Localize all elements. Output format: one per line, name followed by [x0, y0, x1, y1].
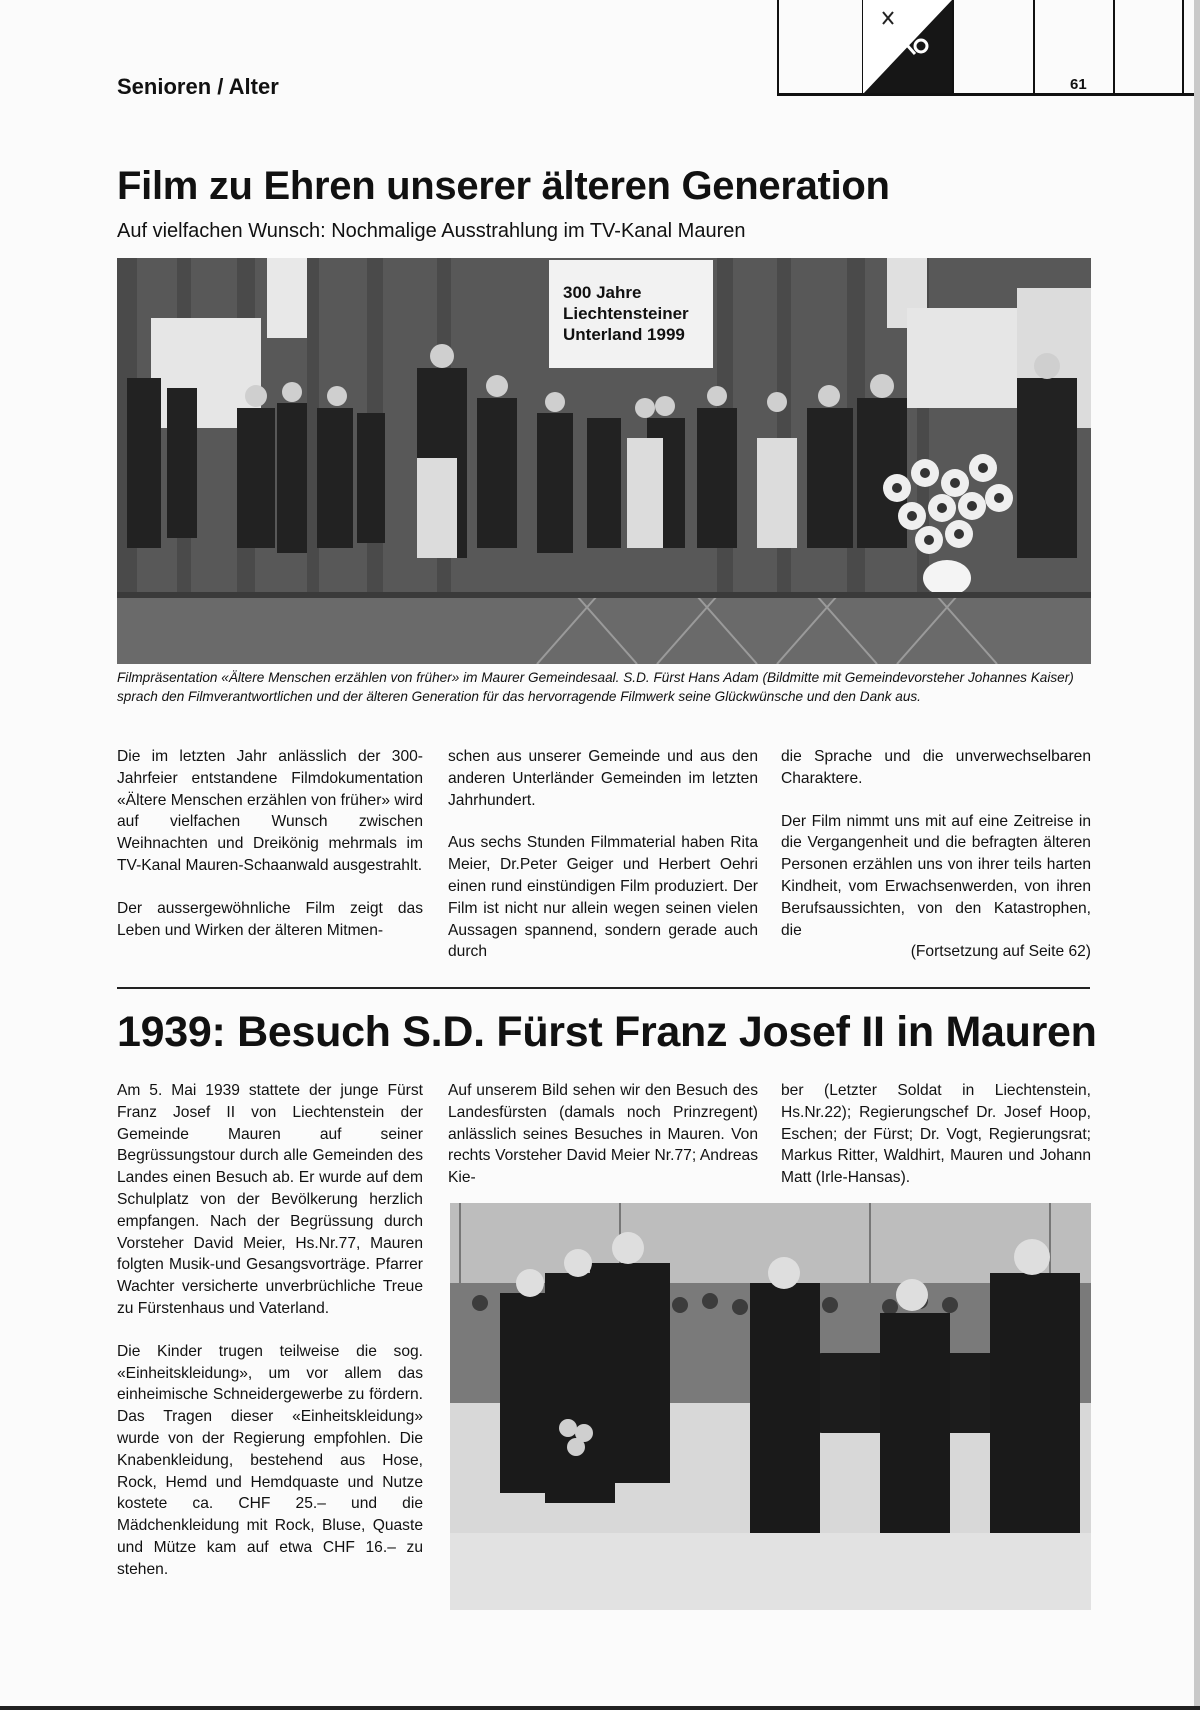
paragraph: Am 5. Mai 1939 stattete der junge Fürst Franz Josef II von Liechtenstein der Gemeinde Mauren auf seiner Begrüssungstour durch alle Gemeinden des Landes einen Besuch ab. Er wurde auf dem Schulplatz von der Bevölkerung herzlich empfangen. Nach der Begrüssung durch Vorsteher David Meier, Hs.Nr.77, Mauren folgten Musik-und Gesangsvorträge. Pfarrer Wachter versicherte unverbrüchliche Treue zu Fürstenhaus und Vaterland.	[117, 1082, 423, 1317]
paragraph: Die im letzten Jahr anlässlich der 300-Jahrfeier entstandene Filmdokumentation «Ältere Menschen erzählen von früher» wird auf vielfachen Wunsch zwischen Weihnachten und Dreikönig mehrmals im TV-Kanal Mauren-Schaanwald ausgestrahlt.	[117, 748, 423, 874]
article2-column-2	[448, 1080, 758, 1210]
banner-line-1: 300 Jahre	[563, 283, 642, 302]
tab-divider	[777, 0, 779, 96]
article1-column-3	[781, 746, 1091, 984]
article2-column-1	[117, 1080, 423, 1602]
paragraph: Aus sechs Stunden Filmmaterial haben Rita Meier, Dr.Peter Geiger und Herbert Oehri einen rund einstündigen Film produziert. Der Film ist nicht nur allein wegen seinen vielen Aussagen spannend, sondern gerade auch durch	[448, 834, 758, 961]
page-bottom-edge	[0, 1706, 1200, 1710]
continuation-note: (Fortsetzung auf Seite 62)	[910, 943, 1091, 961]
article1-column-2	[448, 746, 758, 984]
article1-column-1	[117, 746, 423, 962]
paragraph: Die Kinder trugen teilweise die sog. «Einheitskleidung», um vor allem das einheimische Schneidergewerbe zu fördern. Das Tragen dieser «Einheitskleidung» wurde von der Regierung empfohlen. Die Knabenkleidung, bestehend aus Hose, Rock, Hemd und Hemdquaste und Nutze kostete ca. CHF 25.– und die Mädchenkleidung mit Rock, Bluse, Quaste und Mütze kam auf etwa CHF 16.– zu stehen.	[117, 1342, 423, 1578]
article-subtitle: Auf vielfachen Wunsch: Nochmalige Ausstrahlung im TV-Kanal Mauren	[117, 220, 746, 242]
stage-photo-image	[117, 258, 1091, 664]
paragraph: die Sprache und die unverwechselbaren Charaktere.	[781, 748, 1091, 787]
paragraph: Der aussergewöhnliche Film zeigt das Leben und Wirken der älteren Mitmen-	[117, 899, 423, 939]
paragraph: Der Film nimmt uns mit auf eine Zeitreise in die Vergangenheit und die befragten älteren Personen erzählen uns von ihrer teils harten Kindheit, vom Erwachsenwerden, von ihren Berufsaussichten, von den Katastrophen, die	[781, 812, 1091, 939]
tab-divider	[952, 0, 954, 96]
header-rule	[777, 93, 1194, 96]
header-tabs	[777, 0, 1194, 96]
page-number: 61	[1070, 76, 1087, 93]
historic-photo-image	[450, 1203, 1091, 1610]
section-label: Senioren / Alter	[117, 74, 279, 99]
article2-title: 1939: Besuch S.D. Fürst Franz Josef II in Mauren	[117, 1008, 1097, 1056]
article2-column-3	[781, 1080, 1091, 1210]
tab-divider	[1033, 0, 1035, 96]
banner-line-2: Liechtensteiner	[563, 304, 689, 323]
banner-line-3: Unterland 1999	[563, 325, 685, 344]
paragraph: ber (Letzter Soldat in Liechtenstein, Hs.Nr.22); Regierungschef Dr. Josef Hoop, Eschen; der Fürst; Dr. Vogt, Regierungsrat; Markus Ritter, Waldhirt, Mauren und Johann Matt (Irle-Hansas).	[781, 1082, 1091, 1187]
tab-divider	[1182, 0, 1184, 96]
stage-photo	[117, 258, 1091, 664]
article-title: Film zu Ehren unserer älteren Generation	[117, 164, 890, 208]
paragraph: schen aus unserer Gemeinde und aus den anderen Unterländer Gemeinden im letzten Jahrhundert.	[448, 748, 758, 809]
tab-divider	[1113, 0, 1115, 96]
paragraph: Auf unserem Bild sehen wir den Besuch des Landesfürsten (damals noch Prinzregent) anlässlich seines Besuches in Mauren. Von rechts Vorsteher David Meier Nr.77; Andreas Kie-	[448, 1082, 758, 1187]
photo-caption: Filmpräsentation «Ältere Menschen erzählen von früher» im Maurer Gemeindesaal. S.D. Fürst Hans Adam (Bildmitte mit Gemeindevorsteher Johannes Kaiser) sprach den Filmverantwortlichen und der älteren Generation für das hervorragende Filmwerk seine Glückwünsche und den Dank aus.	[117, 670, 1074, 704]
coat-of-arms-icon	[863, 0, 952, 94]
section-divider	[117, 987, 1090, 989]
historic-photo	[450, 1203, 1091, 1610]
